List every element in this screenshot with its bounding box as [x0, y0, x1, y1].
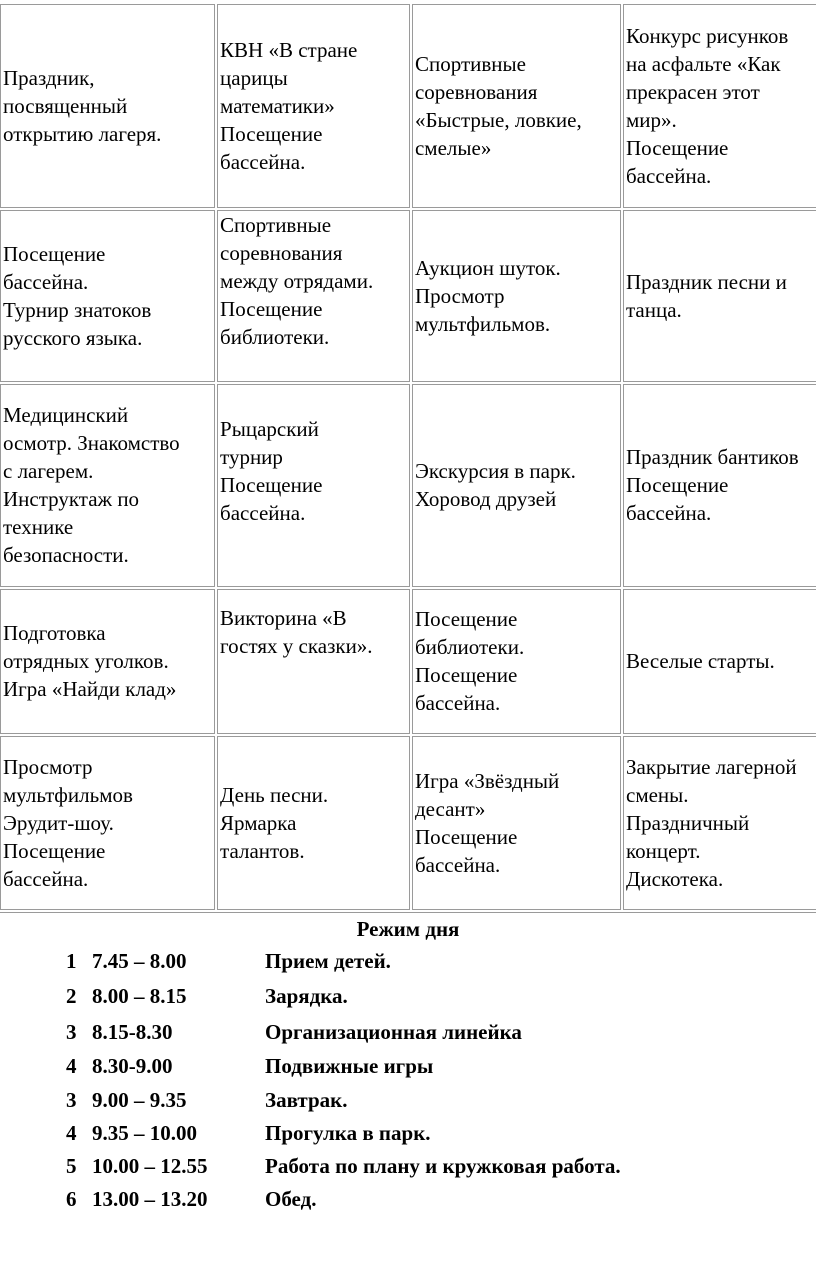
schedule-item-time: 8.30-9.00 — [92, 1054, 173, 1078]
table-cell — [412, 736, 621, 910]
table-row — [0, 589, 816, 734]
schedule-item-number: 4 — [66, 1121, 77, 1145]
schedule-item-number: 6 — [66, 1187, 77, 1211]
schedule-item — [0, 1152, 816, 1180]
cell-text: Посещение бассейна. Турнир знатоков русского языка. — [3, 241, 152, 350]
schedule-item-time: 7.45 – 8.00 — [92, 949, 187, 973]
cell-text: Конкурс рисунков на асфальте «Как прекрасен этот мир». Посещение бассейна. — [626, 23, 789, 188]
table-cell — [623, 210, 816, 382]
schedule-item-activity: Завтрак. — [265, 1088, 348, 1112]
schedule-item-number: 4 — [66, 1054, 77, 1078]
schedule-item-number: 1 — [66, 949, 77, 973]
schedule-item-activity: Работа по плану и кружковая работа. — [265, 1154, 621, 1178]
table-cell — [412, 210, 621, 382]
cell-text: КВН «В стране царицы математики» Посещение бассейна. — [220, 37, 358, 174]
schedule-item-time: 10.00 – 12.55 — [92, 1154, 208, 1178]
cell-text: Праздник песни и танца. — [626, 269, 787, 322]
cell-text: Подготовка отрядных уголков. Игра «Найди клад» — [3, 621, 177, 702]
schedule-item-activity: Прием детей. — [265, 949, 391, 973]
schedule-item — [0, 982, 816, 1010]
cell-text: День песни. Ярмарка талантов. — [220, 782, 329, 863]
table-row — [0, 384, 816, 587]
schedule-item — [0, 1052, 816, 1080]
schedule-item-activity: Подвижные игры — [265, 1054, 434, 1078]
schedule-item-time: 8.00 – 8.15 — [92, 984, 187, 1008]
schedule-item-activity: Зарядка. — [265, 984, 348, 1008]
schedule-item — [0, 1185, 816, 1213]
cell-text: Закрытие лагерной смены. Праздничный концерт. Дискотека. — [626, 754, 797, 891]
schedule-item-activity: Обед. — [265, 1187, 317, 1211]
table-cell — [412, 384, 621, 587]
table-cell — [217, 210, 410, 382]
cell-text: Спортивные соревнования между отрядами. Посещение библиотеки. — [220, 212, 374, 349]
activity-plan-table — [0, 2, 816, 912]
schedule-item — [0, 1018, 816, 1046]
cell-text: Посещение библиотеки. Посещение бассейна. — [414, 607, 525, 716]
schedule-item-time: 8.15-8.30 — [92, 1020, 173, 1044]
schedule-item-time: 9.35 – 10.00 — [92, 1121, 197, 1145]
cell-text: Праздник бантиков Посещение бассейна. — [626, 445, 799, 526]
cell-text: Веселые старты. — [626, 649, 775, 674]
table-cell — [0, 589, 215, 734]
cell-text: Игра «Звёздный десант» Посещение бассейна. — [414, 768, 560, 877]
schedule-item — [0, 947, 816, 975]
plan-table — [0, 2, 816, 912]
table-cell — [623, 736, 816, 910]
schedule-item-time: 13.00 – 13.20 — [92, 1187, 208, 1211]
schedule-item-activity: Прогулка в парк. — [265, 1121, 431, 1145]
schedule-item-number: 3 — [66, 1020, 77, 1044]
table-cell — [0, 210, 215, 382]
table-cell — [217, 384, 410, 587]
cell-text: Праздник, посвященный открытию лагеря. — [3, 65, 162, 146]
schedule-title: Режим дня — [356, 917, 460, 941]
schedule-item-number: 2 — [66, 984, 77, 1008]
schedule-item-time: 9.00 – 9.35 — [92, 1088, 187, 1112]
table-row — [0, 736, 816, 910]
table-cell — [217, 4, 410, 208]
cell-text: Аукцион шуток. Просмотр мультфильмов. — [414, 255, 561, 336]
table-row — [0, 4, 816, 208]
cell-text: Медицинский осмотр. Знакомство с лагерем. Инструктаж по технике безопасности. — [3, 403, 180, 568]
cell-text: Просмотр мультфильмов Эрудит-шоу. Посещение бассейна. — [3, 754, 133, 891]
schedule-item-number: 3 — [66, 1088, 77, 1112]
table-cell — [0, 4, 215, 208]
table-cell — [0, 736, 215, 910]
schedule-item-activity: Организационная линейка — [265, 1020, 522, 1044]
table-row — [0, 210, 816, 382]
table-cell — [412, 589, 621, 734]
schedule-item-number: 5 — [66, 1154, 77, 1178]
table-cell — [217, 589, 410, 734]
cell-text: Викторина «В гостях у сказки». — [220, 605, 373, 658]
cell-text: Спортивные соревнования «Быстрые, ловкие, смелые» — [414, 51, 582, 160]
schedule-item — [0, 1119, 816, 1147]
table-cell — [217, 736, 410, 910]
table-cell — [623, 589, 816, 734]
table-cell — [623, 384, 816, 587]
table-cell — [0, 384, 215, 587]
table-cell — [623, 4, 816, 208]
schedule-item — [0, 1086, 816, 1114]
cell-text: Рыцарский турнир Посещение бассейна. — [220, 417, 323, 526]
table-bottom-divider — [0, 912, 816, 913]
table-cell — [412, 4, 621, 208]
cell-text: Экскурсия в парк. Хоровод друзей — [414, 459, 576, 512]
